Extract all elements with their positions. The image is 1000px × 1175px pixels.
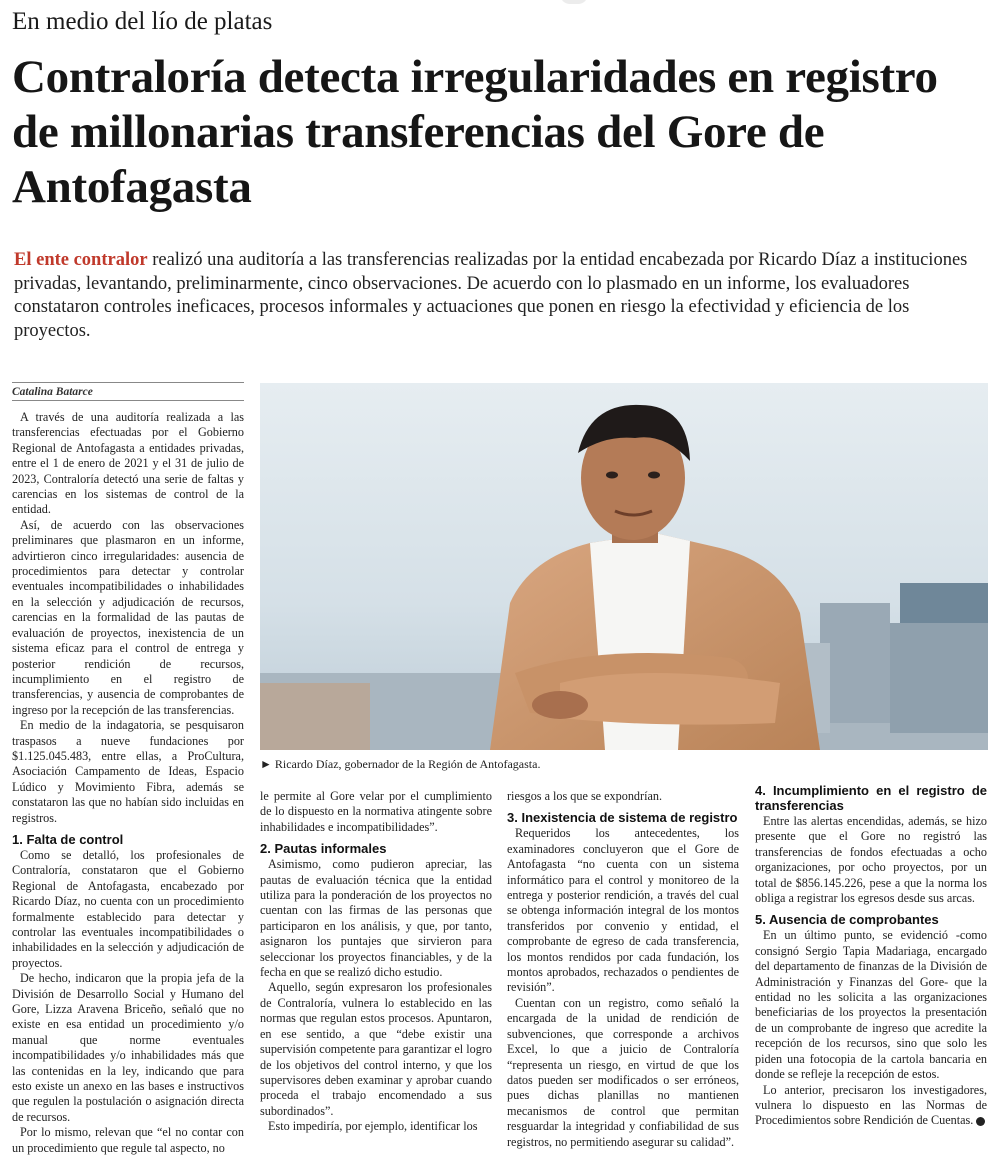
body-paragraph: Entre las alertas encendidas, además, se hizo presente que el Gore no registró las transferencias de fondos efectuadas a ocho organizaciones, por ocho proyectos, por un total de $856.145.226, pese a que la norma los obliga a registrar los egresos desde sus arcas. [755,814,987,906]
article-column-3 [507,789,739,1150]
body-paragraph: Por lo mismo, relevan que “el no contar con un procedimiento que regule tal aspecto, no [12,1125,244,1155]
lead-text: realizó una auditoría a las transferencias realizadas por la entidad encabezada por Ricardo Díaz a instituciones privadas, levantando, preliminarmente, cinco observaciones. De acuerdo con lo plasmado en un informe, los evaluadores constataron controles ineficaces, procesos informales y actuaciones que ponen en riesgo la efectividad y eficiencia de los proyectos. [14,250,968,341]
section-heading-5: 5. Ausencia de comprobantes [755,912,939,928]
lead-paragraph [14,249,979,343]
body-paragraph: Aquello, según expresaron los profesionales de Contraloría, vulnera lo establecido en las normas que regulan estos procesos. Apuntaron, en ese sentido, a que “debe existir una supervisión competente para garantizar el logro de los objetivos del control interno, y que los supervisores deben examinar y aprobar cuando proceda el trabajo encomendado a sus subordinados”. [260,980,492,1118]
body-paragraph: A través de una auditoría realizada a las transferencias efectuadas por el Gobierno Regional de Antofagasta a entidades privadas, entre el 1 de enero de 2021 y el 31 de julio de 2023, Contraloría detectó una serie de faltas y carencias en los sistemas de control de la entidad. [12,410,244,517]
section-heading-4: 4. Incumplimiento en el registro de transferencias [755,783,987,813]
photo-caption: ► Ricardo Díaz, gobernador de la Región de Antofagasta. [260,757,541,771]
body-paragraph: Requeridos los antecedentes, los examinadores concluyeron que el Gore de Antofagasta “no cuenta con un sistema informático para el control y monitoreo de la entrega y posterior rendición, a través del cual se obtenga información integral de los montos transferidos por convenio y entidad, el comprobante de egreso de cada transferencia, los montos rendidos por cada fundación, los montos aprobados, rechazados o pendientes de revisión”. [507,826,739,995]
body-paragraph: En medio de la indagatoria, se pesquisaron traspasos a nueve fundaciones por $1.125.045.483, entre ellas, a ProCultura, Asociación Campamento de Ideas, Espacio Lúdico y Movimiento Fibra, además se constataron las que no habían sido incluidas en registros. [12,718,244,825]
article-column-2 [260,789,492,1135]
article-column-4 [755,783,987,1129]
lead-highlight: El ente contralor [14,250,148,270]
body-paragraph: le permite al Gore velar por el cumplimiento de lo dispuesto en la normativa atingente sobre inhabilidades e incompatibilidades”. [260,789,492,834]
end-mark-icon [976,1117,985,1126]
portrait-photo-illustration [260,383,988,750]
body-paragraph: De hecho, indicaron que la propia jefa de la División de Desarrollo Social y Humano del Gore, Lizza Aravena Briceño, señaló que no existe en esa entidad un procedimiento y/o manual que norme eventuales incompatibilidades y/o inhabilidades más que las contenidas en la ley, indicando que para esto existe un anexo en las bases e instructivos que regulen la postulación o asignación directa de recursos. [12,971,244,1124]
article-column-1 [12,410,244,1156]
top-edge-mark [560,0,588,4]
final-text: Lo anterior, precisaron los investigadores, vulnera lo dispuesto en las Normas de Procedimientos sobre Rendición de Cuentas. [755,1082,987,1128]
body-paragraph: Asimismo, como pudieron apreciar, las pautas de evaluación técnica que la entidad utiliza para la ponderación de los proyectos no cuentan con las firmas de las personas que participaron en los análisis, y que, por tanto, asignaron los puntajes que sirvieron para seleccionar los proyectos financiables, y de la fecha en que se realizó dicho estudio. [260,857,492,980]
body-paragraph: Esto impediría, por ejemplo, identificar los [268,1119,478,1134]
section-heading-3: 3. Inexistencia de sistema de registro [507,810,738,826]
byline: Catalina Batarce [12,382,244,401]
body-paragraph: Cuentan con un registro, como señaló la encargada de la unidad de rendición de subvenciones, que corresponde a archivos Excel, lo que a juicio de Contraloría “representa un riesgo, en virtud de que los datos pueden ser modificados o ser erróneos, pues dichas planillas no mantienen mecanismos de control que permitan resguardar la integridad y confiabilidad de sus registros, no permitiendo asegurar su calidad”. [507,995,739,1149]
body-paragraph-final [755,1083,987,1129]
section-heading-1: 1. Falta de control [12,831,124,847]
body-paragraph: En un último punto, se evidenció -como consignó Sergio Tapia Madariaga, encargado del departamento de finanzas de la División de Administración y Finanzas del Gore- que la entidad no les solicita a las organizaciones beneficiarias de los proyectos la presentación de un comprobante de ingreso que acredite la recepción de los recursos, sino que solo les piden una fotocopia de la cartola bancaria en donde se refleje la recepción de estos. [755,928,987,1082]
headline: Contraloría detecta irregularidades en registro de millonarias transferencias del Gore de Antofagasta [12,51,938,213]
body-paragraph: riesgos a los que se expondrían. [507,789,663,803]
body-paragraph: Como se detalló, los profesionales de Contraloría, constataron que el Gobierno Regional de Antofagasta, encabezado por Ricardo Díaz, no cuenta con un procedimiento formalmente establecido para detectar y controlar las eventuales incompatibilidades o inhabilidades en la selección y adjudicación de proyectos. [12,847,244,970]
kicker: En medio del lío de platas [12,8,273,35]
section-heading-2: 2. Pautas informales [260,841,387,857]
body-paragraph: Así, de acuerdo con las observaciones preliminares que plasmaron en un informe, advirtieron cinco irregularidades: ausencia de procedimientos para detectar y controlar eventuales incompatibilidades o inhabilidades en la selección y adjudicación de recursos, carencias en la formalidad de las pautas de evaluación de proyectos, inexistencia de un sistema eficaz para el control de entrega y posterior rendición de recursos, incumplimiento en el registro de transferencias, y ausencia de comprobantes de ingreso por la recepción de las transferencias. [12,517,244,717]
portrait-photo [260,383,988,750]
